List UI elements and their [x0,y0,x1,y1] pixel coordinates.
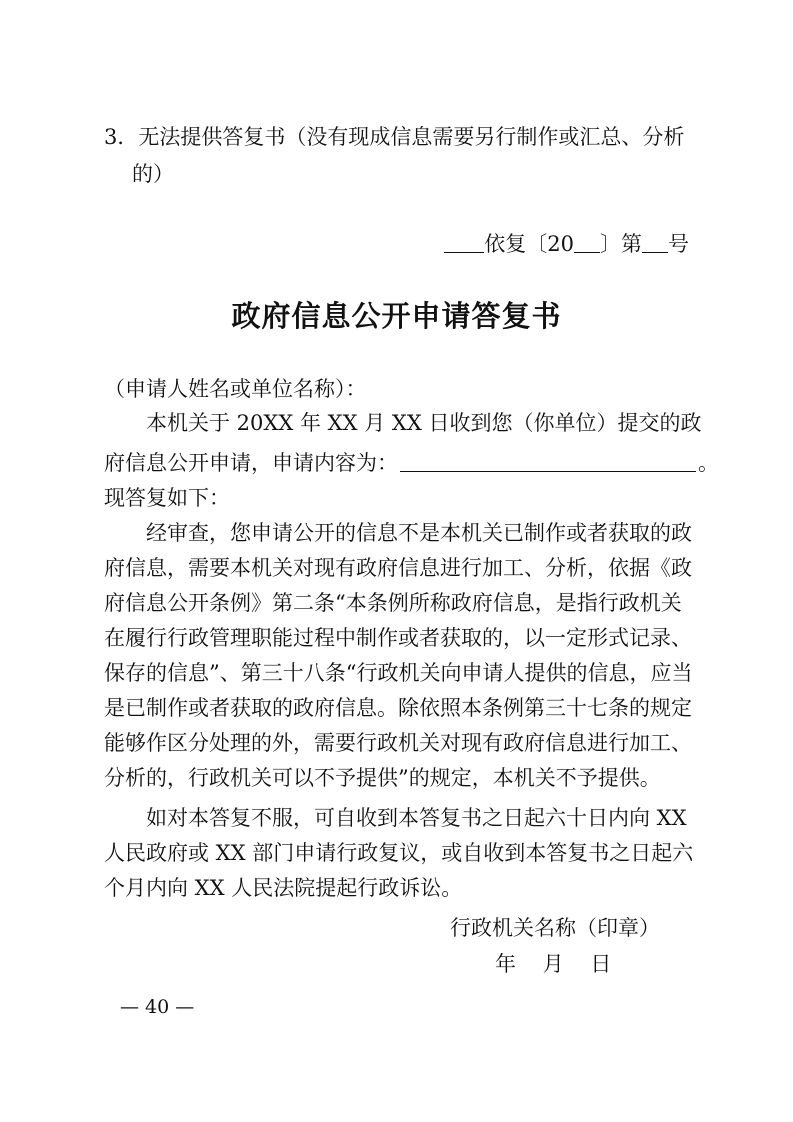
reference-blank-prefix [444,232,484,253]
paragraph3-line-3: 个月内向 XX 人民法院提起行政诉讼。 [104,876,463,900]
document-title: 政府信息公开申请答复书 [231,299,562,333]
paragraph1-line-2 [104,450,719,476]
paragraph3-line-2: 人民政府或 XX 部门申请行政复议，或自收到本答复书之日起六 [104,841,694,865]
reference-blank-number [642,232,668,253]
page-number: — 40 — [120,996,195,1018]
paragraph1-line-1: 本机关于 20XX 年 XX 月 XX 日收到您（你单位）提交的政 [146,411,702,435]
reference-blank-year [574,232,600,253]
paragraph2-line-6: 是已制作或者获取的政府信息。除依照本条例第三十七条的规定 [104,696,692,720]
signature-date: 年 月 日 [495,952,612,976]
paragraph2-line-7: 能够作区分处理的外，需要行政机关对现有政府信息进行加工、 [104,731,692,755]
paragraph2-line-4: 在履行行政管理职能过程中制作或者获取的，以一定形式记录、 [104,626,692,650]
paragraph2-line-5: 保存的信息”、第三十八条“行政机关向申请人提供的信息，应当 [104,661,693,685]
request-content-period: 。 [698,451,719,475]
paragraph2-line-1: 经审查，您申请公开的信息不是本机关已制作或者获取的政 [146,521,692,545]
reference-number [444,231,689,257]
paragraph2-line-8: 分析的，行政机关可以不予提供”的规定，本机关不予提供。 [104,766,661,790]
salutation: （申请人姓名或单位名称）： [104,377,367,401]
paragraph1-line-3: 现答复如下： [104,486,230,510]
paragraph3-line-1: 如对本答复不服，可自收到本答复书之日起六十日内向 XX [146,806,687,830]
paragraph2-line-2: 府信息，需要本机关对现有政府信息进行加工、分析，依据《政 [104,556,692,580]
reference-part-3: 号 [668,232,689,256]
reference-part-2: 〕第 [600,232,642,256]
signature-agency: 行政机关名称（印章） [450,916,660,940]
paragraph2-line-3: 府信息公开条例》第二条“本条例所称政府信息，是指行政机关 [104,591,682,615]
reference-part-1: 依复〔20 [484,232,574,256]
request-content-blank [400,451,696,472]
request-content-label: 府信息公开申请，申请内容为： [104,451,398,475]
section-heading-line-2: 的） [132,162,174,186]
section-heading-line-1: 3．无法提供答复书（没有现成信息需要另行制作或汇总、分析 [104,125,685,149]
